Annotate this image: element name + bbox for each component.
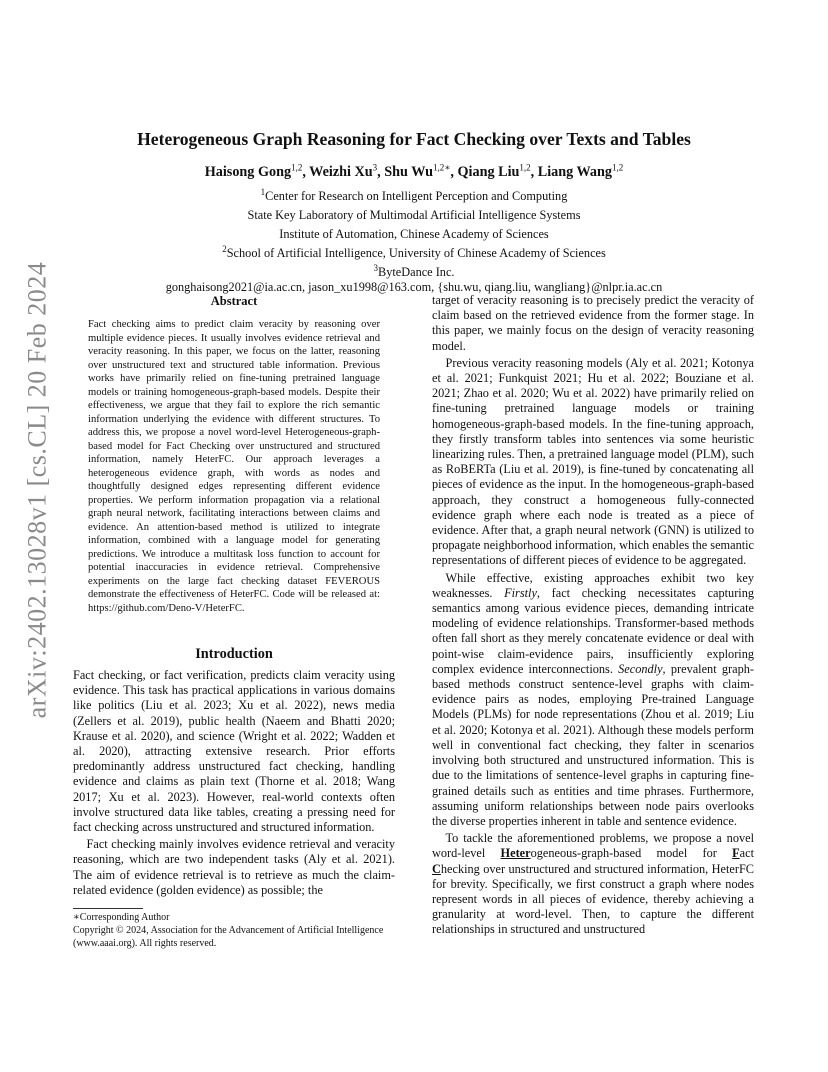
author-list	[74, 162, 754, 181]
author-emails: gonghaisong2021@ia.ac.cn, jason_xu1998@163.com, {shu.wu, qiang.liu, wangliang}@nlpr.ia.ac.cn	[165, 280, 663, 295]
paragraph: While effective, existing approaches exhibit two key weaknesses. Firstly, fact checking necessitates capturing semantics among various evidence pieces, demanding intricate modeling of evidence relationships. Transformer-based methods often fall short as they merely concatenate evidence or deal with point-wise claim-evidence pairs, insufficiently exploring complex evidence interconnections. Secondly, prevalent graph-based methods construct sentence-level graphs with claim-evidence pairs as nodes, employing Pre-trained Language Models (PLMs) for node representations (Zhou et al. 2019; Liu et al. 2020; Kotonya et al. 2021). Although these models perform well in conventional fact checking, they falter in scenarios involving both structured and unstructured information. This is due to the limitations of sentence-level graphs in capturing fine-grained details such as entities and time phrases. Furthermore, assuming uniform relationships between node pairs overlooks the diverse properties inherent in table and sentence evidence.	[432, 570, 754, 828]
paragraph: target of veracity reasoning is to precisely predict the veracity of claim based on the retrieved evidence from the former stage. In this paper, we mainly focus on the design of veracity reasoning model.	[432, 293, 754, 353]
paragraph: Fact checking mainly involves evidence retrieval and veracity reasoning, which are two independent tasks (Aly et al. 2021). The aim of evidence retrieval is to retrieve as much the claim-related evidence (golden evidence) as possible; the	[73, 837, 395, 897]
author: Shu $Wu^{1,2∗}$,	[384, 162, 458, 180]
affiliation-line: $^1$Center for Research on Intelligent Perception and Computing	[260, 187, 568, 204]
affiliation-line: $^3$ByteDance Inc.	[373, 263, 455, 280]
affiliation-line: $^2$School of Artificial Intelligence, University of Chinese Academy of Sciences	[222, 244, 606, 261]
abstract-body: Fact checking aims to predict claim veracity by reasoning over multiple evidence pieces. It usually involves evidence retrieval and veracity reasoning. In this paper, we focus on the latter, reasoning over unstructured text and structured table information. Previous works have primarily relied on fine-tuning pretrained language models or training homogeneous-graph-based models. Despite their effectiveness, we argue that they fail to explore the rich semantic information underlying the evidence with different structures. To address this, we propose a novel word-level Heterogeneous-graph-based model for Fact Checking over unstructured and structured information, namely HeterFC. Our approach leverages a heterogeneous evidence graph, with words as nodes and thoughtfully designed edges representing different evidence properties. We perform information propagation via a relational graph neural network, facilitating interactions between claims and evidence. An attention-based method is utilized to integrate information, combined with a language model for generating predictions. We introduce a multitask loss function to account for potential inaccuracies in evidence retrieval. Comprehensive experiments on the large fact checking dataset FEVEROUS demonstrate the effectiveness of HeterFC. Code will be released at: https://github.com/Deno-V/HeterFC.	[88, 319, 380, 614]
author: Weizhi Xu$^3$,	[309, 162, 385, 180]
affiliation-line: State Key Laboratory of Multimodal Artificial Intelligence Systems	[247, 208, 581, 223]
paragraph: To tackle the aforementioned problems, we propose a novel word-level Heterogeneous-graph-based model for Fact Checking over unstructured and structured information, HeterFC for brevity. Specifically, we first construct a graph where nodes represent words in all pieces of evidence, thereby achieving a granularity at word-level. Then, to capture the different relationships in structured and unstructured	[432, 831, 754, 937]
acronym-highlight: C	[432, 861, 441, 876]
author: Qiang Liu$^{1,2}$,	[457, 162, 538, 180]
footnote	[73, 912, 395, 950]
paper-title: Heterogeneous Graph Reasoning for Fact Checking over Texts and Tables	[137, 129, 691, 149]
right-column-body	[432, 293, 754, 938]
arxiv-identifier-text: arXiv:2402.13028v1 [cs.CL] 20 Feb 2024	[22, 261, 51, 719]
acronym-highlight: F	[732, 846, 740, 861]
corresponding-author-note: ∗Corresponding Author	[73, 912, 170, 923]
arxiv-identifier	[17, 261, 57, 719]
author: Haisong Gong$^{1,2}$,	[204, 162, 310, 180]
footnote-rule	[73, 908, 143, 909]
paragraph: Fact checking, or fact verification, predicts claim veracity using evidence. This task has practical applications in various domains like politics (Liu et al. 2023; Xu et al. 2022), news media (Zellers et al. 2019), public health (Naeem and Bhatti 2020; Krause et al. 2020), and science (Wright et al. 2022; Wadden et al. 2020), attracting extensive research. Prior efforts predominantly address unstructured fact checking, handling evidence and claims as plain text (Thorne et al. 2018; Wang 2017; Xu et al. 2023). However, real-world contexts often involve structured data like tables, creating a pressing need for fact checking across unstructured and structured information.	[73, 668, 395, 835]
author: Liang Wang$^{1,2}$	[537, 162, 624, 180]
abstract-heading: Abstract	[210, 294, 258, 308]
affiliations	[74, 185, 754, 295]
introduction-body	[73, 668, 395, 898]
introduction-heading: Introduction	[195, 646, 273, 662]
affiliation-line: Institute of Automation, Chinese Academy of Sciences	[279, 227, 549, 242]
acronym-highlight: Heter	[500, 846, 531, 861]
paragraph: Previous veracity reasoning models (Aly et al. 2021; Kotonya et al. 2021; Funkquist 2021; Hu et al. 2022; Bouziane et al. 2021; Zhao et al. 2020; Wu et al. 2022) have primarily relied on fine-tuning pretrained language models or training homogeneous-graph-based models. In the fine-tuning approach, they firstly transform tables into sentences via some heuristic linearizing rules. Then, a pretrained language model (PLM), such as RoBERTa (Liu et al. 2019), is fine-tuned by concatenating all pieces of evidence as the input. In the homogeneous-graph-based approach, they construct a homogeneous fully-connected evidence graph where each node is treated as a piece of evidence. After that, a graph neural network (GNN) is utilized to propagate neighborhood information, which enables the semantic representations of different pieces of evidence to be aggregated.	[432, 355, 755, 568]
copyright-note: Copyright © 2024, Association for the Advancement of Artificial Intelligence (www.aaai.org). All rights reserved.	[73, 924, 384, 949]
